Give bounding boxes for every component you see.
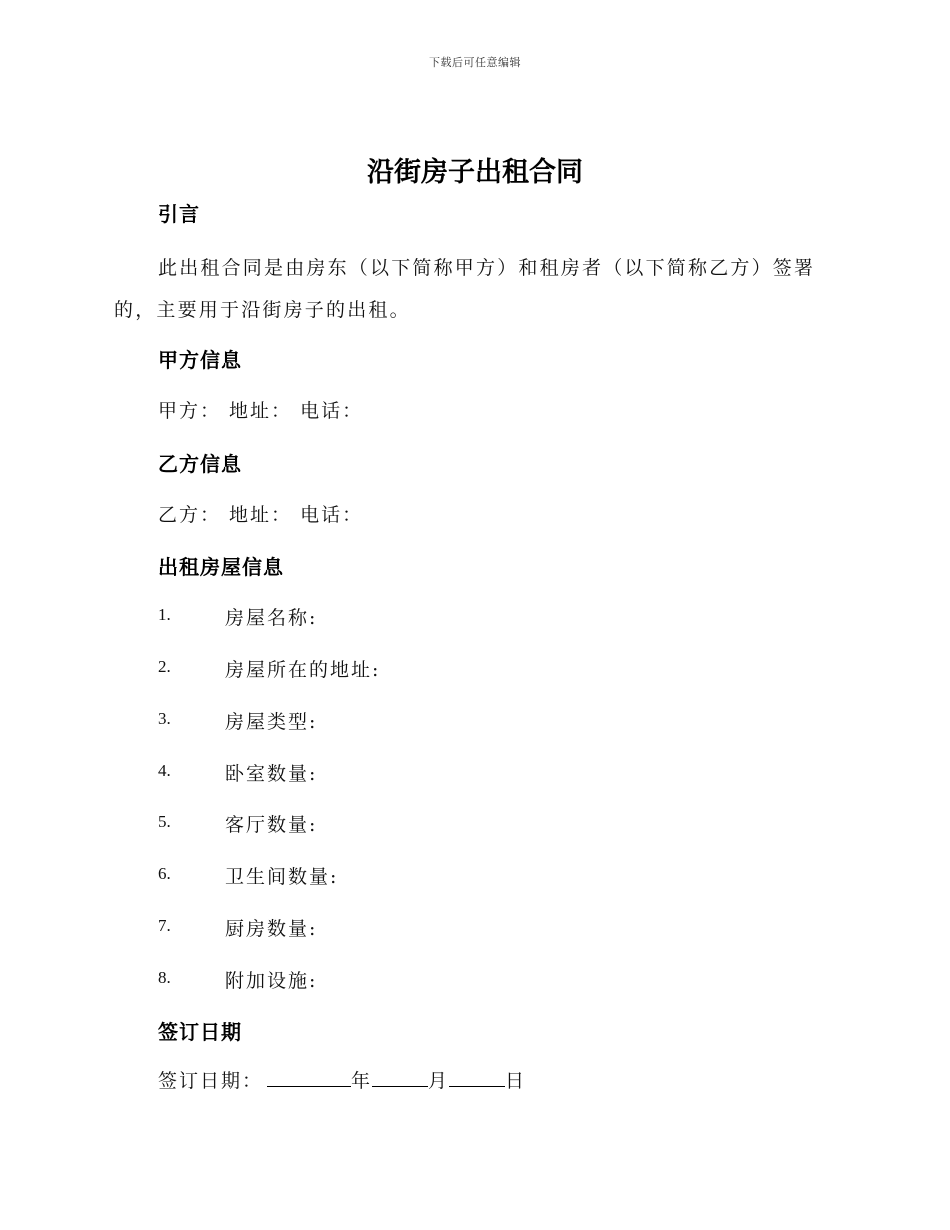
section-heading-party-b: 乙方信息: [158, 452, 242, 476]
list-item-label: 厨房数量:: [225, 918, 318, 940]
section-heading-signing: 签订日期: [158, 1020, 242, 1044]
header-note: 下载后可任意编辑: [429, 56, 521, 69]
month-label: 月: [428, 1070, 450, 1092]
list-item: [158, 810, 758, 840]
list-item-label: 房屋所在的地址:: [225, 659, 381, 681]
list-item: [158, 759, 758, 789]
list-item: [158, 914, 758, 944]
list-item-label: 附加设施:: [225, 970, 318, 992]
list-item-label: 房屋名称:: [225, 607, 318, 629]
list-item-number: 8.: [158, 968, 171, 987]
party-a-line: 甲方： 地址： 电话：: [158, 400, 364, 422]
list-item-number: 4.: [158, 761, 171, 780]
section-heading-property: 出租房屋信息: [158, 555, 284, 579]
month-blank: [372, 1066, 428, 1087]
list-item-label: 客厅数量:: [225, 814, 318, 836]
list-item-number: 6.: [158, 864, 171, 883]
party-b-line: 乙方： 地址： 电话：: [158, 504, 364, 526]
list-item-number: 5.: [158, 812, 171, 831]
list-item: [158, 655, 758, 685]
list-item-number: 3.: [158, 709, 171, 728]
section-heading-intro: 引言: [158, 202, 200, 226]
document-title: 沿街房子出租合同: [367, 157, 583, 188]
intro-paragraph: 此出租合同是由房东（以下简称甲方）和租房者（以下简称乙方）签署的，主要用于沿街房子的出租。: [114, 257, 816, 321]
day-label: 日: [505, 1070, 527, 1092]
signing-date-line: [158, 1066, 526, 1093]
list-item-label: 房屋类型:: [225, 711, 318, 733]
list-item: [158, 966, 758, 996]
list-item: [158, 603, 758, 633]
list-item-number: 2.: [158, 657, 171, 676]
year-label: 年: [351, 1070, 373, 1092]
signing-date-label: 签订日期：: [158, 1070, 264, 1092]
list-item-number: 7.: [158, 916, 171, 935]
list-item-label: 卧室数量:: [225, 763, 318, 785]
year-blank: [267, 1066, 351, 1087]
section-heading-party-a: 甲方信息: [158, 348, 242, 372]
day-blank: [449, 1066, 505, 1087]
list-item-label: 卫生间数量:: [225, 866, 339, 888]
list-item: [158, 862, 758, 892]
list-item: [158, 707, 758, 737]
list-item-number: 1.: [158, 605, 171, 624]
